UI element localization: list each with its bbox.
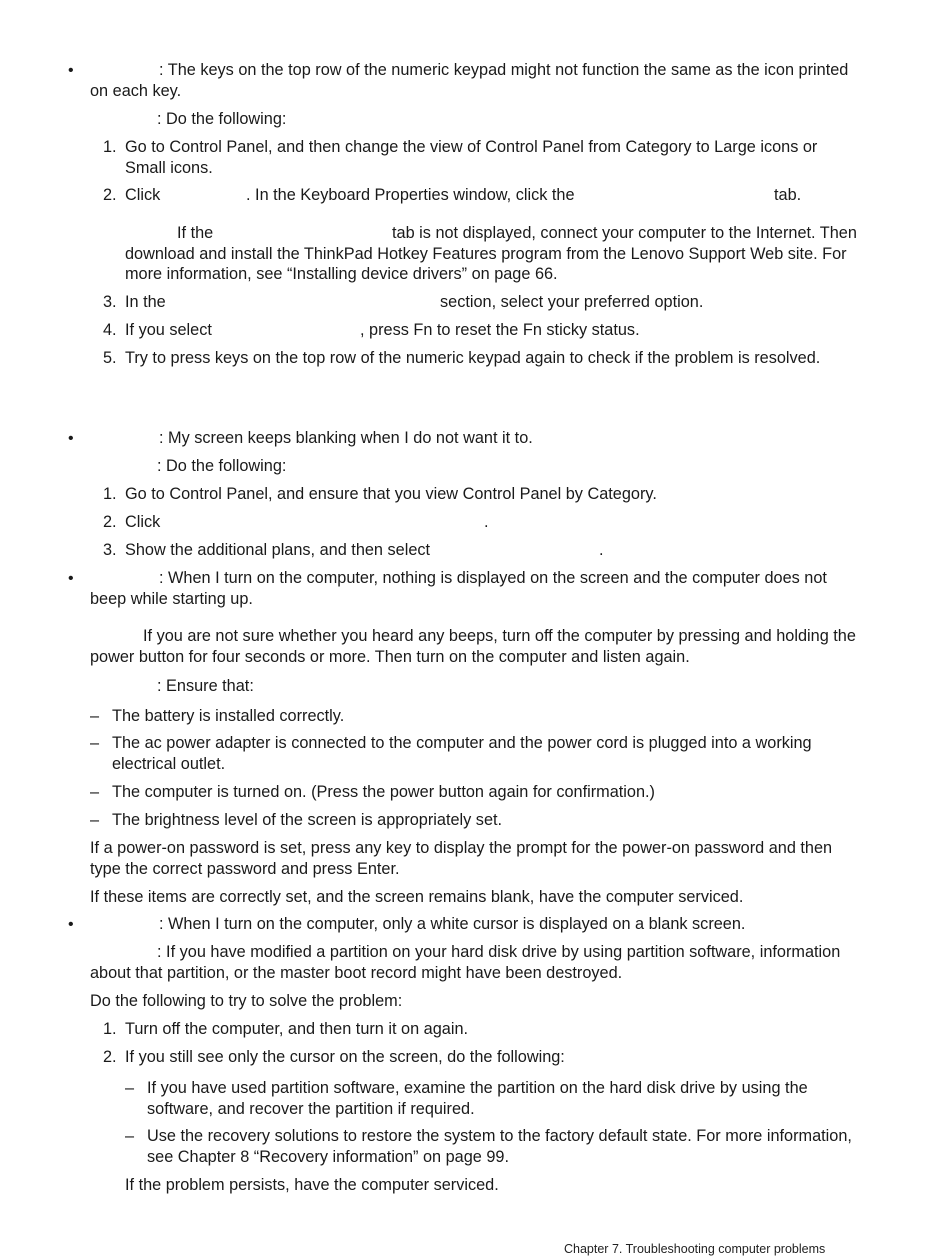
list-item: The computer is turned on. (Press the power button again for confirmation.) xyxy=(112,783,655,801)
problem-text: : My screen keeps blanking when I do not want it to. xyxy=(159,429,533,447)
step-text: Try to press keys on the top row of the numeric keypad again to check if the problem is resolved. xyxy=(125,349,821,367)
dash-marker: – xyxy=(125,1079,135,1097)
solution-text: : Do the following: xyxy=(157,457,287,475)
note-text: tab is not displayed, connect your computer to the Internet. Then xyxy=(392,224,857,242)
step-text: If you still see only the cursor on the screen, do the following: xyxy=(125,1048,565,1066)
note-text: download and install the ThinkPad Hotkey Features program from the Lenovo Support Web site. For xyxy=(125,245,847,263)
step-number: 1. xyxy=(103,485,117,503)
solution-text: : Do the following: xyxy=(157,110,287,128)
note-text: more information, see “Installing device drivers” on page 66. xyxy=(125,265,558,283)
problem-text: on each key. xyxy=(90,82,182,100)
footer-chapter: Chapter 7. xyxy=(564,1242,623,1256)
step-number: 1. xyxy=(103,1020,117,1038)
step-number: 1. xyxy=(103,138,117,156)
step-text: Click xyxy=(125,513,161,531)
step-number: 4. xyxy=(103,321,117,339)
paragraph: If a power-on password is set, press any key to display the prompt for the power-on password and then xyxy=(90,839,833,857)
note-text: If the xyxy=(177,224,214,242)
step-text: Click xyxy=(125,186,161,204)
list-item: The brightness level of the screen is appropriately set. xyxy=(112,811,503,829)
paragraph: If these items are correctly set, and the screen remains blank, have the computer serviced. xyxy=(90,888,744,906)
step-text: In the xyxy=(125,293,166,311)
step-text: . xyxy=(484,513,489,531)
page-footer xyxy=(564,1240,825,1258)
problem-text: : When I turn on the computer, only a white cursor is displayed on a blank screen. xyxy=(159,915,746,933)
step-number: 2. xyxy=(103,513,117,531)
note-text: power button for four seconds or more. Then turn on the computer and listen again. xyxy=(90,648,690,666)
dash-marker: – xyxy=(90,783,100,801)
list-item: The ac power adapter is connected to the computer and the power cord is plugged into a working xyxy=(112,734,812,752)
step-number: 5. xyxy=(103,349,117,367)
step-text: section, select your preferred option. xyxy=(440,293,704,311)
step-text: Go to Control Panel, and then change the view of Control Panel from Category to Large icons or xyxy=(125,138,818,156)
step-text: Show the additional plans, and then select xyxy=(125,541,431,559)
step-text: . xyxy=(599,541,604,559)
step-number: 2. xyxy=(103,1048,117,1066)
step-text: Small icons. xyxy=(125,159,213,177)
dash-marker: – xyxy=(90,734,100,752)
problem-text: : The keys on the top row of the numeric keypad might not function the same as the icon printed xyxy=(159,61,849,79)
dash-marker: – xyxy=(90,707,100,725)
step-number: 3. xyxy=(103,541,117,559)
list-item: Use the recovery solutions to restore the system to the factory default state. For more information, xyxy=(147,1127,852,1145)
step-text: tab. xyxy=(774,186,802,204)
dash-marker: – xyxy=(125,1127,135,1145)
list-item: If you have used partition software, examine the partition on the hard disk drive by using the xyxy=(147,1079,808,1097)
list-item: see Chapter 8 “Recovery information” on page 99. xyxy=(147,1148,510,1166)
bullet: • xyxy=(68,430,74,447)
step-number: 3. xyxy=(103,293,117,311)
bullet: • xyxy=(68,916,74,933)
paragraph: Do the following to try to solve the problem: xyxy=(90,992,403,1010)
bullet: • xyxy=(68,62,74,79)
paragraph: If the problem persists, have the computer serviced. xyxy=(125,1176,499,1194)
paragraph: type the correct password and press Enter. xyxy=(90,860,400,878)
list-item: The battery is installed correctly. xyxy=(112,707,345,725)
list-item: software, and recover the partition if required. xyxy=(147,1100,475,1118)
step-text: . In the Keyboard Properties window, click the xyxy=(246,186,575,204)
bullet: • xyxy=(68,570,74,587)
step-text: Turn off the computer, and then turn it on again. xyxy=(125,1020,469,1038)
problem-text: : When I turn on the computer, nothing is displayed on the screen and the computer does not xyxy=(159,569,827,587)
step-text: Go to Control Panel, and ensure that you view Control Panel by Category. xyxy=(125,485,657,503)
solution-text: : If you have modified a partition on your hard disk drive by using partition software, information xyxy=(157,943,841,961)
note-text: If you are not sure whether you heard any beeps, turn off the computer by pressing and holding the xyxy=(143,627,856,645)
list-item: electrical outlet. xyxy=(112,755,226,773)
step-text: , press Fn to reset the Fn sticky status. xyxy=(360,321,640,339)
step-text: If you select xyxy=(125,321,212,339)
solution-text: about that partition, or the master boot record might have been destroyed. xyxy=(90,964,623,982)
solution-text: : Ensure that: xyxy=(157,677,254,695)
problem-text: beep while starting up. xyxy=(90,590,253,608)
footer-title: Troubleshooting computer problems xyxy=(625,1242,826,1256)
dash-marker: – xyxy=(90,811,100,829)
step-number: 2. xyxy=(103,186,117,204)
